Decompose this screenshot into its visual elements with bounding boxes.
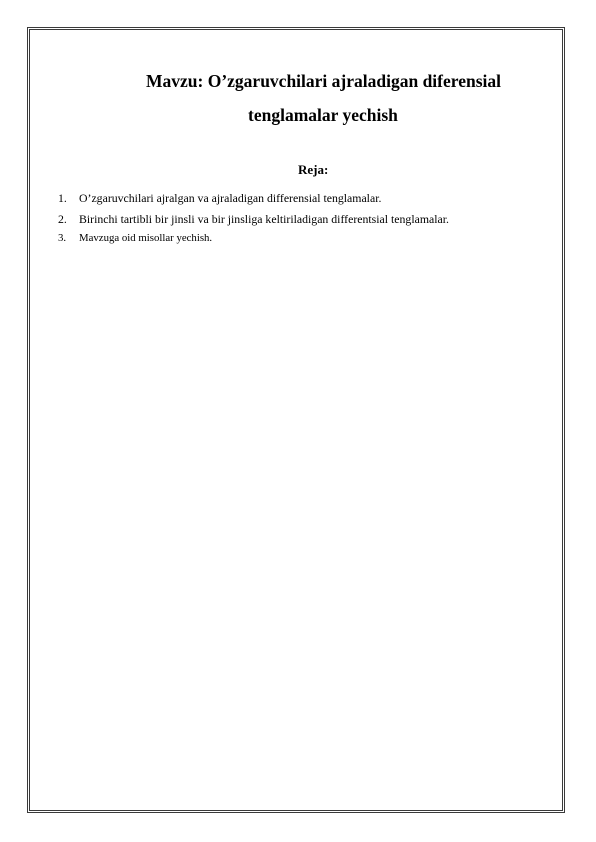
plan-item-1 [58,191,449,212]
plan-list [58,191,449,253]
page-border [27,27,565,813]
plan-item-text: O’zgaruvchilari ajralgan va ajraladigan differensial tenglamalar. [79,191,382,205]
plan-item-text: Mavzuga oid misollar yechish. [79,232,213,244]
plan-item-number: 1. [58,191,67,205]
plan-item-3 [58,232,449,253]
plan-heading: Reja: [298,162,329,177]
plan-item-2 [58,212,449,233]
document-title-line-2: tenglamalar yechish [248,105,398,125]
plan-item-text: Birinchi tartibli bir jinsli va bir jinsliga keltiriladigan differentsial tenglamalar. [79,211,449,226]
document-title-line-1: Mavzu: O’zgaruvchilari ajraladigan diferensial [146,71,501,91]
plan-item-number: 2. [58,211,67,226]
plan-item-number: 3. [58,232,67,244]
